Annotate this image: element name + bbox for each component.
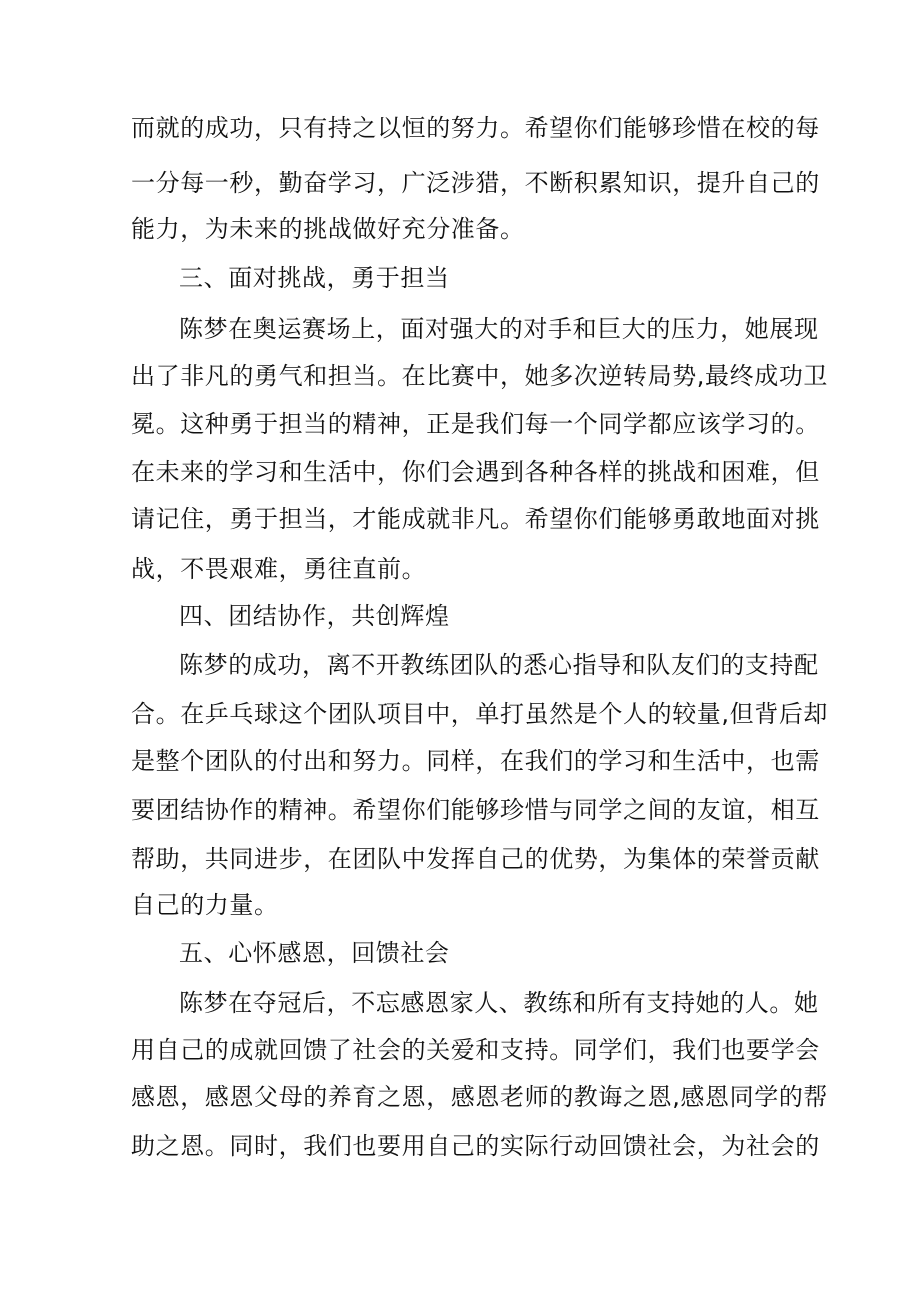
body-text-line: 冕。这种勇于担当的精神，正是我们每一个同学都应该学习的。 (131, 410, 820, 438)
section-heading: 四、团结协作，共创辉煌 (179, 602, 450, 630)
body-text-line: 陈梦在奥运赛场上，面对强大的对手和巨大的压力，她展现 (179, 315, 819, 343)
body-text-line: 一分每一秒，勤奋学习，广泛涉猎，不断积累知识，提升自己的 (131, 169, 820, 197)
body-text-line: 助之恩。同时，我们也要用自己的实际行动回馈社会，为社会的 (131, 1132, 820, 1160)
body-text-line: 战，不畏艰难，勇往直前。 (131, 555, 427, 583)
body-text-line: 感恩，感恩父母的养育之恩，感恩老师的教诲之恩,感恩同学的帮 (131, 1083, 829, 1111)
body-text-line: 要团结协作的精神。希望你们能够珍惜与同学之间的友谊，相互 (131, 796, 820, 824)
body-text-line: 而就的成功，只有持之以恒的努力。希望你们能够珍惜在校的每 (131, 114, 820, 142)
body-text-line: 合。在乒乓球这个团队项目中，单打虽然是个人的较量,但背后却 (131, 700, 829, 728)
body-text-line: 出了非凡的勇气和担当。在比赛中，她多次逆转局势,最终成功卫 (131, 362, 829, 390)
body-text-line: 是整个团队的付出和努力。同样，在我们的学习和生活中，也需 (131, 747, 820, 775)
body-text-line: 自己的力量。 (131, 891, 279, 919)
body-text-line: 陈梦的成功，离不开教练团队的悉心指导和队友们的支持配 (179, 651, 819, 679)
body-text-line: 请记住，勇于担当，才能成就非凡。希望你们能够勇敢地面对挑 (131, 505, 820, 533)
section-heading: 三、面对挑战，勇于担当 (179, 264, 450, 292)
body-text-line: 用自己的成就回馈了社会的关爱和支持。同学们，我们也要学会 (131, 1036, 820, 1064)
body-text-line: 能力，为未来的挑战做好充分准备。 (131, 215, 525, 243)
body-text-line: 帮助，共同进步，在团队中发挥自己的优势，为集体的荣誉贡献 (131, 845, 820, 873)
body-text-line: 陈梦在夺冠后，不忘感恩家人、教练和所有支持她的人。她 (179, 989, 819, 1017)
body-text-line: 在未来的学习和生活中，你们会遇到各种各样的挑战和困难，但 (131, 458, 820, 486)
section-heading: 五、心怀感恩，回馈社会 (179, 939, 450, 967)
